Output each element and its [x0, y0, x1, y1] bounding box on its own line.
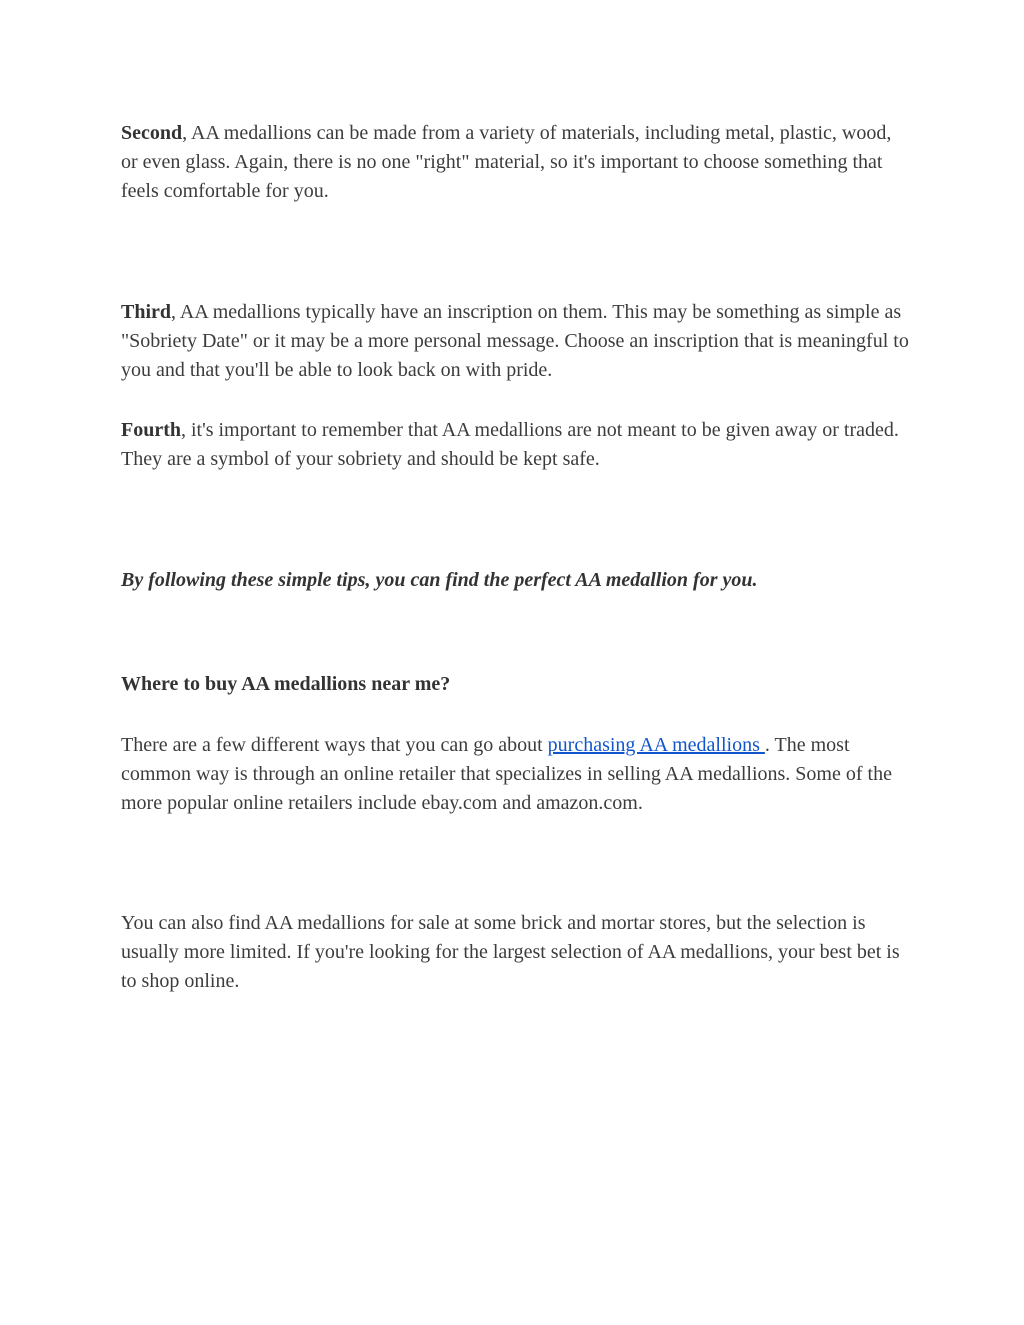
lead-second: Second: [121, 122, 183, 144]
text-purchase-before: There are a few different ways that you can go about: [121, 734, 548, 756]
paragraph-stores: You can also find AA medallions for sale at some brick and mortar stores, but the selection is usually more limited. If you're looking for the largest selection of AA medallions, your best bet is to shop online.: [121, 912, 900, 992]
text-second: , AA medallions can be made from a variety of materials, including metal, plastic, wood, or even glass. Again, there is no one "right" material, so it's important to choose something that feels comfortable for you.: [121, 122, 892, 202]
tip-summary: By following these simple tips, you can find the perfect AA medallion for you.: [121, 569, 758, 591]
paragraph-second: [121, 119, 911, 206]
text-purchase-after: . The most common way is through an online retailer that specializes in selling AA medallions. Some of the more popular online retailers include ebay.com and amazon.com.: [121, 734, 892, 814]
text-fourth: , it's important to remember that AA medallions are not meant to be given away or traded. They are a symbol of your sobriety and should be kept safe.: [121, 419, 899, 470]
purchasing-aa-medallions-link[interactable]: purchasing AA medallions: [547, 734, 765, 756]
paragraph-fourth: [121, 416, 911, 474]
paragraph-third: [121, 298, 911, 385]
paragraph-purchase: [121, 731, 911, 818]
text-third: , AA medallions typically have an inscription on them. This may be something as simple as "Sobriety Date" or it may be a more personal message. Choose an inscription that is meaningful to you and that you'll be able to look back on with pride.: [121, 301, 909, 381]
lead-fourth: Fourth: [121, 419, 181, 441]
section-heading: Where to buy AA medallions near me?: [121, 673, 451, 695]
lead-third: Third: [121, 301, 172, 323]
